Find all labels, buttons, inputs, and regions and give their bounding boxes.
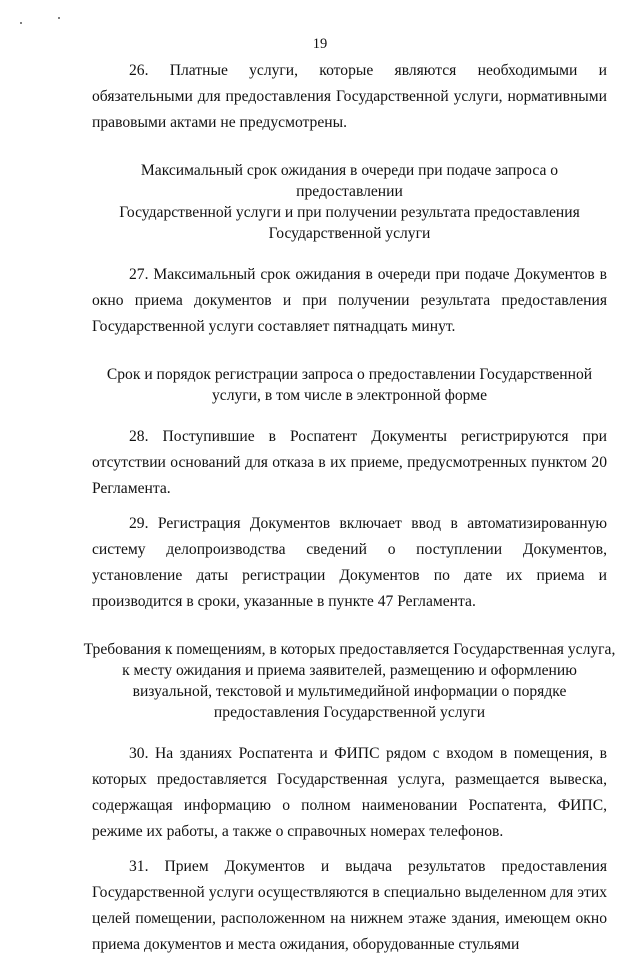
paragraph-31: 31. Прием Документов и выдача результатов предоставления Государственной услуги осуществляются в специально выделенном для этих целей помещении, расположенном на нижнем этаже здания, имеющем окно приема документов и места ожидания, оборудованные стульями [92, 858, 607, 953]
paragraph-27: 27. Максимальный срок ожидания в очереди при подаче Документов в окно приема документов и при получении результата предоставления Государственной услуги составляет пятнадцать минут. [92, 266, 607, 335]
section-heading-queue-time [92, 160, 607, 244]
paragraph-29: 29. Регистрация Документов включает ввод в автоматизированную систему делопроизводства сведений о поступлении Документов, установление даты регистрации Документов по дате их приема и производится в сроки, указанные в пункте 47 Регламента. [92, 515, 607, 610]
heading-line: визуальной, текстовой и мультимедийной информации о порядке [132, 683, 567, 700]
page-number: 19 [312, 36, 328, 52]
scan-speck [58, 17, 60, 19]
heading-line: Срок и порядок регистрации запроса о предоставлении Государственной [106, 366, 593, 383]
heading-line: Требования к помещениям, в которых предоставляется Государственная услуга, [83, 641, 616, 658]
paragraph-30: 30. На зданиях Роспатента и ФИПС рядом с входом в помещения, в которых предоставляется Государственная услуга, размещается вывеска, содержащая информацию о полном наименовании Роспатента, ФИПС, режиме их работы, а также о справочных номерах телефонов. [92, 745, 607, 840]
section-heading-registration [92, 364, 607, 406]
heading-line: Государственной услуги и при получении результата предоставления [119, 204, 580, 221]
document-body [83, 58, 616, 958]
heading-line: Государственной услуги [268, 225, 431, 242]
scan-speck [20, 22, 22, 24]
heading-line: предоставления Государственной услуги [213, 704, 486, 721]
paragraph-26: 26. Платные услуги, которые являются необходимыми и обязательными для предоставления Государственной услуги, нормативными правовыми актами не предусмотрены. [92, 62, 607, 131]
paragraph-28: 28. Поступившие в Роспатент Документы регистрируются при отсутствии оснований для отказа в их приеме, предусмотренных пунктом 20 Регламента. [92, 428, 607, 497]
heading-line: к месту ожидания и приема заявителей, размещению и оформлению [122, 662, 577, 679]
heading-line: Максимальный срок ожидания в очереди при подаче запроса о предоставлении [140, 162, 559, 200]
heading-line: услуги, в том числе в электронной форме [211, 387, 487, 404]
section-heading-premises [82, 639, 617, 723]
